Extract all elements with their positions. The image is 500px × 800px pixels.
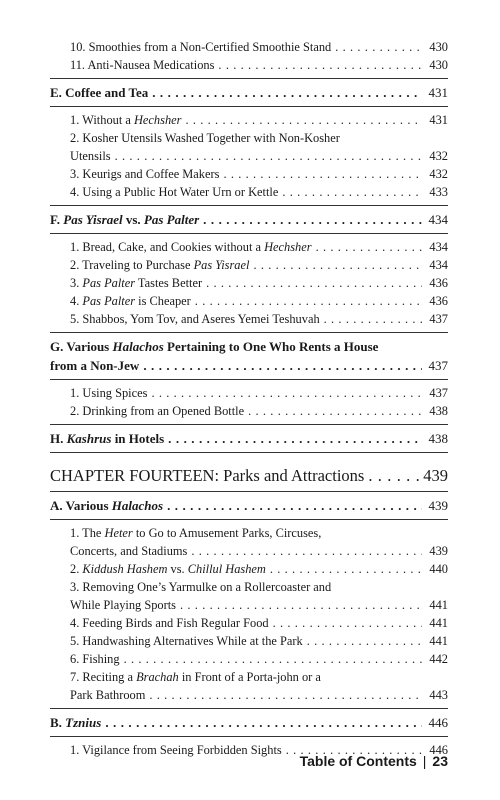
toc-entry: Utensils . . . 432 [50, 147, 448, 165]
toc-entry: 5. Shabbos, Yom Tov, and Aseres Yemei Teshuvah . . . 437 [50, 310, 448, 328]
toc-entry: Concerts, and Stadiums . . . 439 [50, 542, 448, 560]
section-divider [50, 708, 448, 709]
toc-entry: 6. Fishing . . . 442 [50, 650, 448, 668]
toc-entry-line: 3. Removing One’s Yarmulke on a Rollercoaster and [70, 580, 332, 594]
toc-section-line: G. Various Halachos Pertaining to One Who Rents a House [50, 339, 379, 354]
toc-entry: 10. Smoothies from a Non-Certified Smoothie Stand . . . 430 [50, 38, 448, 56]
section-divider [50, 205, 448, 206]
toc-entry: 2. Drinking from an Opened Bottle . . . 438 [50, 402, 448, 420]
section-divider [50, 519, 448, 520]
toc-entry: 1. Vigilance from Seeing Forbidden Sights . . . 446 [50, 741, 448, 759]
section-divider [50, 78, 448, 79]
toc-entry-line: 1. The Heter to Go to Amusement Parks, Circuses, [70, 526, 322, 540]
toc-entry: 3. Pas Palter Tastes Better . . . 436 [50, 274, 448, 292]
toc-entry: 11. Anti-Nausea Medications . . . 430 [50, 56, 448, 74]
toc-section: B. Tznius . . . 446 [50, 713, 448, 732]
toc-entry: 1. Using Spices . . . 437 [50, 384, 448, 402]
toc-entry: 2. Traveling to Purchase Pas Yisrael . . . 434 [50, 256, 448, 274]
section-divider [50, 736, 448, 737]
toc-entry: 1. Without a Hechsher . . . 431 [50, 111, 448, 129]
page-number: 23 [432, 753, 448, 769]
toc-entry: 4. Feeding Birds and Fish Regular Food . . . 441 [50, 614, 448, 632]
toc-chapter: CHAPTER FOURTEEN: Parks and Attractions . . . 439 [50, 465, 448, 487]
footer-title: Table of Contents [299, 753, 417, 769]
section-divider [50, 379, 448, 380]
section-divider [50, 233, 448, 234]
toc-section: from a Non-Jew . . . 437 [50, 356, 448, 375]
footer-separator: | [422, 753, 427, 769]
toc-entry: 1. Bread, Cake, and Cookies without a Hechsher . . . 434 [50, 238, 448, 256]
toc-entry-line: 2. Kosher Utensils Washed Together with Non-Kosher [70, 131, 340, 145]
toc-entry-line: 7. Reciting a Brachah in Front of a Porta-john or a [70, 670, 321, 684]
section-divider [50, 424, 448, 425]
toc-entry: Park Bathroom . . . 443 [50, 686, 448, 704]
toc-entry: 4. Pas Palter is Cheaper . . . 436 [50, 292, 448, 310]
section-divider [50, 106, 448, 107]
section-divider [50, 332, 448, 333]
toc-entry: While Playing Sports . . . 441 [50, 596, 448, 614]
toc-section: F. Pas Yisrael vs. Pas Palter . . . 434 [50, 210, 448, 229]
section-divider [50, 491, 448, 492]
toc-section: A. Various Halachos . . . 439 [50, 496, 448, 515]
toc-section: H. Kashrus in Hotels . . . 438 [50, 429, 448, 448]
toc-entry: 5. Handwashing Alternatives While at the Park . . . 441 [50, 632, 448, 650]
page-footer [300, 753, 448, 769]
section-divider [50, 452, 448, 453]
toc-page [50, 38, 448, 759]
toc-entry: 2. Kiddush Hashem vs. Chillul Hashem . . . 440 [50, 560, 448, 578]
toc-entry: 4. Using a Public Hot Water Urn or Kettle . . . 433 [50, 183, 448, 201]
toc-entry: 3. Keurigs and Coffee Makers . . . 432 [50, 165, 448, 183]
toc-section: E. Coffee and Tea . . . 431 [50, 83, 448, 102]
